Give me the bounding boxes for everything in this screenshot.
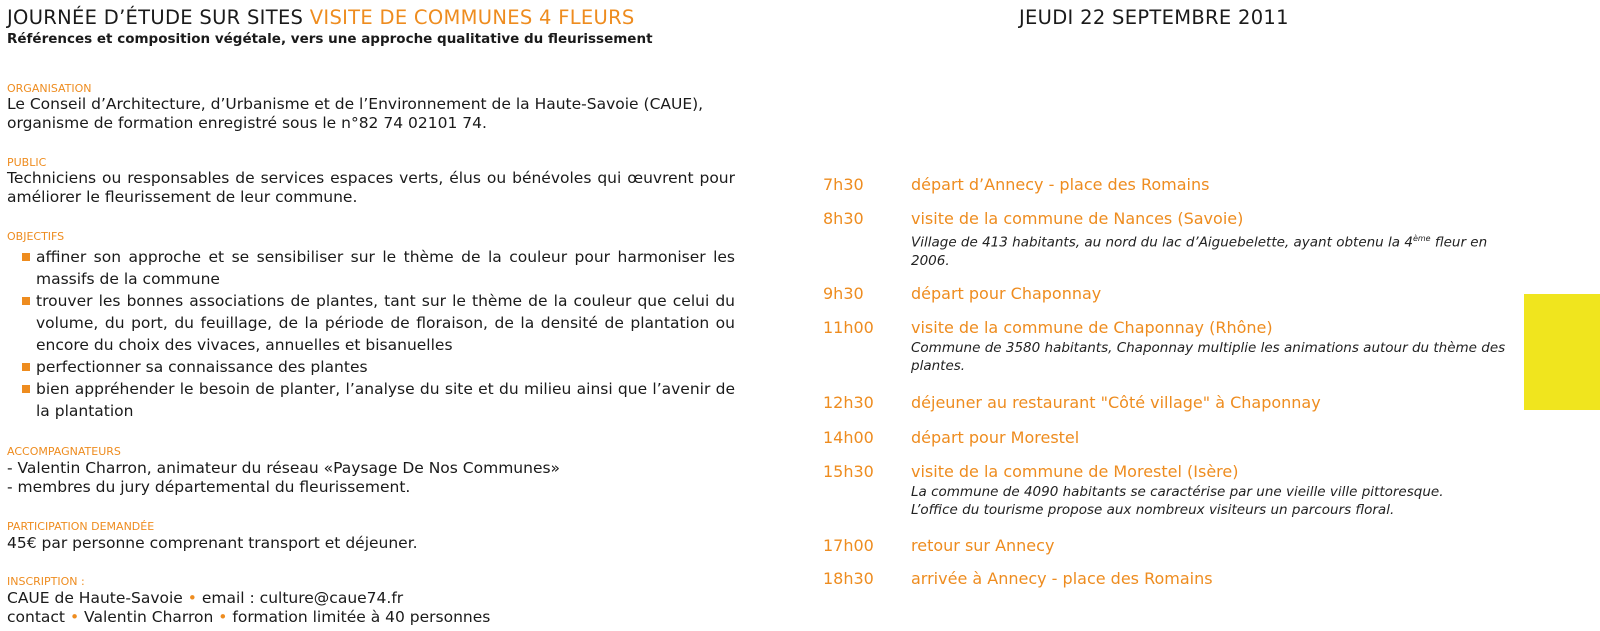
schedule-time: 8h30: [823, 209, 864, 228]
public-text: Techniciens ou responsables de services espaces verts, élus ou bénévoles qui œuvrent pour améliorer le fleurissement de leur commune.: [7, 169, 735, 206]
inscription-text: [7, 589, 735, 626]
bullet-square-icon: [22, 253, 30, 261]
schedule-title: retour sur Annecy: [911, 536, 1055, 555]
schedule-title: départ pour Chaponnay: [911, 284, 1102, 303]
participation-label: PARTICIPATION DEMANDÉE: [7, 520, 155, 533]
schedule-time: 9h30: [823, 284, 864, 303]
schedule-time: 17h00: [823, 536, 874, 555]
organisation-line-2: organisme de formation enregistré sous le n°82 74 02101 74.: [7, 113, 487, 132]
page-subtitle: Références et composition végétale, vers une approche qualitative du fleurissement: [7, 31, 653, 47]
schedule-title: visite de la commune de Morestel (Isère): [911, 462, 1239, 481]
participation-text: 45€ par personne comprenant transport et déjeuner.: [7, 534, 418, 552]
schedule-title: visite de la commune de Chaponnay (Rhône): [911, 318, 1273, 337]
bullet-square-icon: [22, 363, 30, 371]
accompagnateurs-label: ACCOMPAGNATEURS: [7, 445, 121, 458]
inscription-line-1: CAUE de Haute-Savoie • email : culture@caue74.fr: [7, 589, 404, 607]
schedule-time: 14h00: [823, 428, 874, 447]
schedule-title: départ pour Morestel: [911, 428, 1080, 447]
accompagnateurs-line-1: - Valentin Charron, animateur du réseau «Paysage De Nos Communes»: [7, 459, 561, 477]
title-black: JOURNÉE D’ÉTUDE SUR SITES: [7, 6, 304, 29]
inscription-line-2: contact • Valentin Charron • formation limitée à 40 personnes: [7, 607, 491, 626]
accompagnateurs-text: [7, 459, 735, 496]
title-orange: VISITE DE COMMUNES 4 FLEURS: [309, 6, 635, 29]
yellow-accent-block: [1524, 294, 1600, 410]
schedule-time: 11h00: [823, 318, 874, 337]
objectifs-list: [7, 246, 735, 422]
list-item: trouver les bonnes associations de plantes, tant sur le thème de la couleur que celui du volume, du port, du feuillage, de la période de floraison, de la densité de plantation ou encore du choix des vivaces, annuelles et bisanuelles: [7, 290, 735, 356]
list-item: bien appréhender le besoin de planter, l’analyse du site et du milieu ainsi que l’avenir de la plantation: [7, 378, 735, 422]
organisation-text: [7, 95, 735, 132]
list-item: perfectionner sa connaissance des plantes: [7, 356, 735, 378]
objectifs-label: OBJECTIFS: [7, 230, 65, 243]
schedule-time: 15h30: [823, 462, 874, 481]
schedule-title: départ d’Annecy - place des Romains: [911, 175, 1210, 194]
bullet-square-icon: [22, 385, 30, 393]
separator-dot: •: [218, 607, 228, 626]
schedule-time: 7h30: [823, 175, 864, 194]
event-date: JEUDI 22 SEPTEMBRE 2011: [1019, 6, 1289, 29]
schedule-title: visite de la commune de Nances (Savoie): [911, 209, 1244, 228]
schedule-description: La commune de 4090 habitants se caractérise par une vieille ville pittoresque. L’office du tourisme propose aux nombreux visiteurs un parcours floral.: [911, 484, 1444, 518]
separator-dot: •: [187, 589, 197, 607]
inscription-label: INSCRIPTION :: [7, 575, 85, 588]
bullet-square-icon: [22, 297, 30, 305]
accompagnateurs-line-2: - membres du jury départemental du fleurissement.: [7, 477, 411, 496]
schedule-time: 12h30: [823, 393, 874, 412]
organisation-label: ORGANISATION: [7, 82, 92, 95]
schedule-time: 18h30: [823, 569, 874, 588]
organisation-line-1: Le Conseil d’Architecture, d’Urbanisme et de l’Environnement de la Haute-Savoie (CAUE),: [7, 95, 704, 113]
schedule-title: arrivée à Annecy - place des Romains: [911, 569, 1213, 588]
public-label: PUBLIC: [7, 156, 47, 169]
schedule-description: Commune de 3580 habitants, Chaponnay multiplie les animations autour du thème des plantes.: [911, 340, 1506, 374]
schedule-title: déjeuner au restaurant "Côté village" à Chaponnay: [911, 393, 1321, 412]
page-title: [7, 7, 635, 29]
schedule-description: Village de 413 habitants, au nord du lac d’Aiguebelette, ayant obtenu la 4ème fleur en 2006.: [911, 234, 1488, 269]
list-item: affiner son approche et se sensibiliser sur le thème de la couleur pour harmoniser les massifs de la commune: [7, 246, 735, 290]
separator-dot: •: [69, 607, 80, 626]
